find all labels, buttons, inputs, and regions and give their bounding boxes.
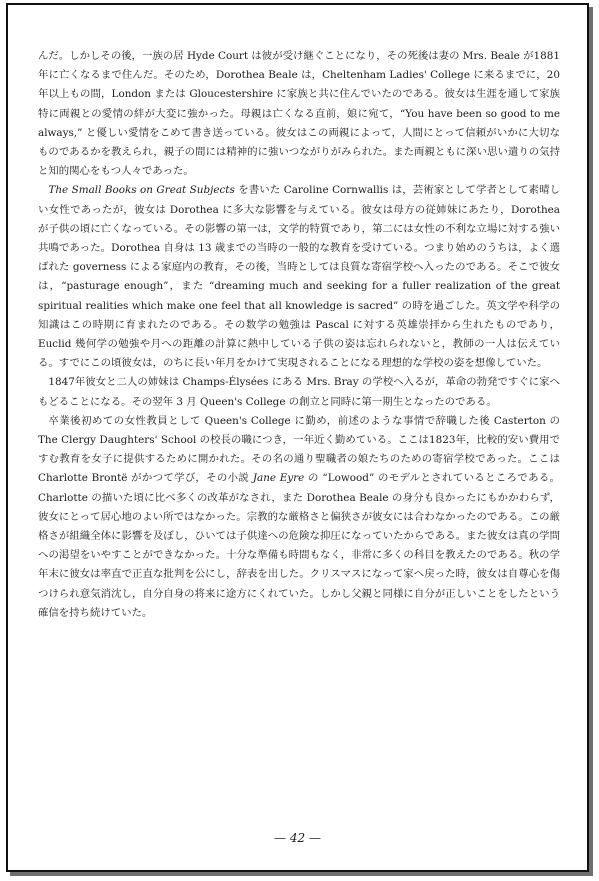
paragraph-2 bbox=[38, 181, 560, 373]
text-run: 1847年彼女と二人の姉妹は Champs-Élysées にある Mrs. Bray の学校へ入るが，革命の勃発ですぐに家へもどることになる。その翌年 3 月 Queen's College の創立と同時に第一期生となったのである。 bbox=[38, 376, 560, 408]
text-run: を書いた Caroline Cornwallis は，芸術家として学者として素晴しい女性であったが，彼女は Dorothea に多大な影響を与えている。彼女は母方の従姉妹にあたり，Dorothea が子供の頃に亡くなっている。その影響の第一は，文学的特質であり，第二には女性の不利な立場に対する強い共鳴であった。Dorothea 自身は 13 歳までの当時の一般的な教育を受けている。つまり始めのうちは，よく選ばれた governess による家庭内の教育，その後，当時としては良質な寄宿学校へ入ったのである。そこで彼女は，“pasturage enough”，また “dreaming much and seeking for a fuller realization of the great spiritual realities which make one feel that all knowledge is sacred” の時を過ごした。英文学や科学の知識はこの時期に育まれたのである。その数学の勉強は Pascal に対する英雄崇拝から生れたものであり，Euclid 幾何学の勉強や月への距離の計算に熱中している子供の姿は忘れられないと，教師の一人は伝えている。すでにこの頃彼女は，のちに長い年月をかけて実現されることになる理想的な学校の姿を想像していた。 bbox=[38, 184, 560, 370]
book-title: The Small Books on Great Subjects bbox=[48, 184, 235, 197]
book-title: Jane Eyre bbox=[252, 472, 305, 485]
page-number: — 42 — bbox=[274, 831, 321, 845]
document-page bbox=[6, 3, 589, 872]
paragraph-4 bbox=[38, 412, 560, 623]
text-run: の “Lowood” のモデルとされているところである。Charlotte の描いた頃に比べ多くの改革がなされ，また Dorothea Beale の身分も良かったにもかかわらず，彼女にとって居心地のよい所ではなかった。宗教的な厳格さと偏狭さが彼女には合わなかったのである。この厳格さが組織全体に影響を及ぼし，ひいては子供達への危険な抑圧になっていたからである。また彼女は真の学問への渇望をいやすことができなかった。十分な準備も時間もなく，非常に多くの科目を教えたのである。秋の学年末に彼女は率直で正直な批判を公にし，辞表を出した。クリスマスになって家へ戻った時，彼女は自尊心を傷つけられ意気消沈し，自分自身の将来に途方にくれていた。しかし父親と同様に自分が正しいことをしたという確信を持ち続けていた。 bbox=[38, 472, 561, 619]
body-text bbox=[38, 47, 560, 623]
paragraph-3 bbox=[38, 373, 560, 411]
text-run: んだ。しかしその後，一族の居 Hyde Court は彼が受け継ぐことになり，その死後は妻の Mrs. Beale が1881年に亡くなるまで住んだ。そのため，Dorothea Beale は，Cheltenham Ladies' College に来るまでに，20年以上もの間，London または Gloucestershire に家族と共に住んでいたのである。彼女は生涯を通して家族特に両親との愛情の絆が大変に強かった。母親は亡くなる直前，娘に宛て，“You have been so good to me always,” と優しい愛情をこめて書き送っている。彼女はこの両親によって，人間にとって信頼がいかに大切なものであるかを教えられ，親子の間には精神的に強いつながりがみられた。また両親ともに深い思い遣りの気持と知的関心をもつ人々であった。 bbox=[38, 50, 560, 178]
paragraph-1 bbox=[38, 47, 560, 181]
text-run: 卒業後初めての女性教員として Queen's College に勤め，前述のような事情で辞職した後 Casterton の The Clergy Daughters' School の校長の職につき，一年近く勤めている。ここは1823年，比較的安い費用ですむ教育を女子に提供するために開かれた。その名の通り聖職者の娘たちのための寄宿学校であった。ここは Charlotte Brontë がかつて学び，その小説 bbox=[38, 414, 560, 485]
